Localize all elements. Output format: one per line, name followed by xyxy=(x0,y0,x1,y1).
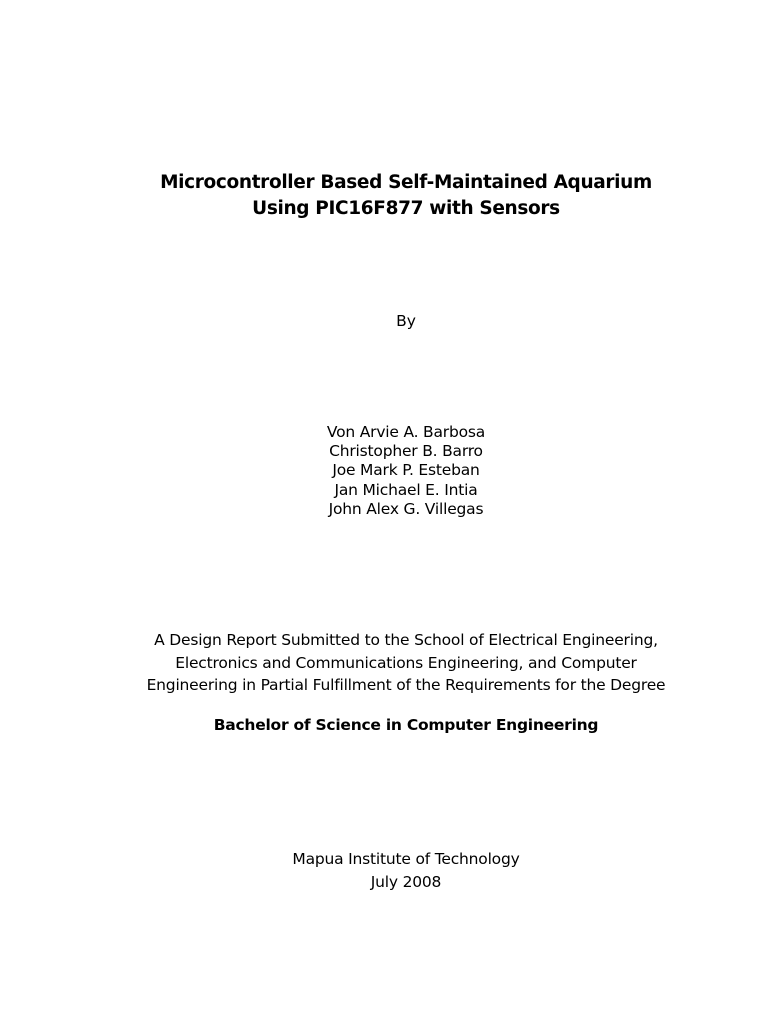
title-line-2: Using PIC16F877 with Sensors xyxy=(252,198,560,219)
submission-line-3: Engineering in Partial Fulfillment of the Requirements for the Degree xyxy=(146,676,666,695)
title-line-1: Microcontroller Based Self-Maintained Aquarium xyxy=(160,172,652,193)
submission-statement xyxy=(0,629,768,697)
degree-name: Bachelor of Science in Computer Engineering xyxy=(213,716,599,734)
author-list xyxy=(0,423,768,519)
author-name: Jan Michael E. Intia xyxy=(334,480,478,499)
institution-name: Mapua Institute of Technology xyxy=(292,850,520,868)
submission-line-1: A Design Report Submitted to the School of Electrical Engineering, xyxy=(154,631,658,649)
author-name: Christopher B. Barro xyxy=(329,442,483,461)
report-date: July 2008 xyxy=(370,872,442,891)
author-name: John Alex G. Villegas xyxy=(328,499,484,518)
report-title xyxy=(0,170,768,222)
submission-line-2: Electronics and Communications Engineering, and Computer xyxy=(175,653,637,672)
author-name: Von Arvie A. Barbosa xyxy=(326,423,486,441)
by-label: By xyxy=(396,312,416,330)
author-name: Joe Mark P. Esteban xyxy=(332,461,480,480)
institution-block xyxy=(0,848,768,893)
